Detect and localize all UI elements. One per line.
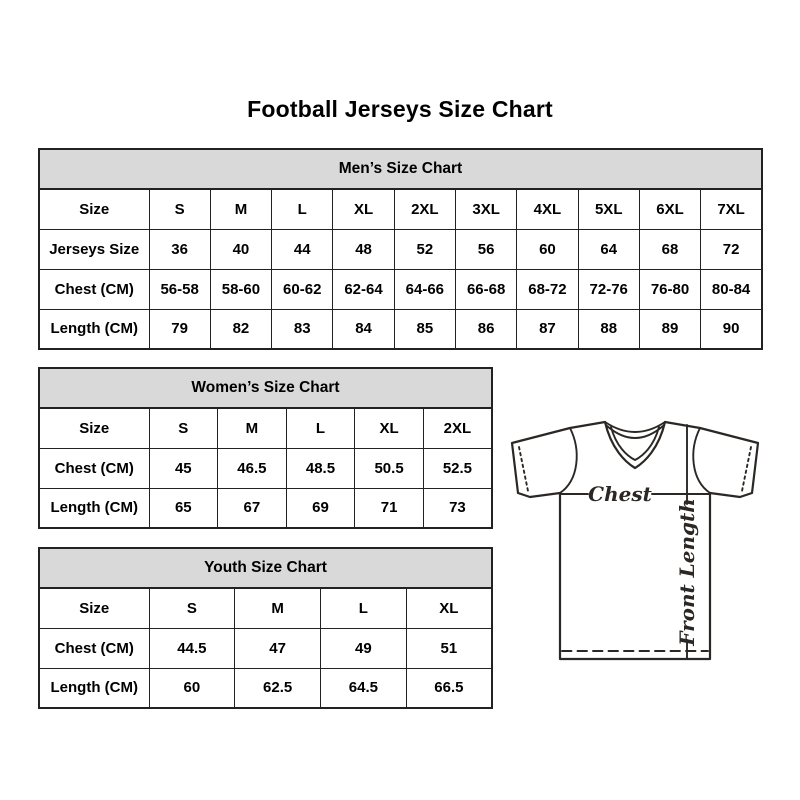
data-cell: 52 xyxy=(394,229,455,269)
data-cell: 45 xyxy=(149,448,218,488)
row-header-cell: Chest (CM) xyxy=(39,269,149,309)
row-header-cell: Jerseys Size xyxy=(39,229,149,269)
womens-size-chart-table xyxy=(38,367,493,529)
page-title: Football Jerseys Size Chart xyxy=(247,96,553,122)
data-cell: 2XL xyxy=(423,408,492,448)
data-cell: 65 xyxy=(149,488,218,528)
data-cell: 66-68 xyxy=(455,269,516,309)
table-row xyxy=(39,189,762,229)
table-row xyxy=(39,628,492,668)
data-cell: 76-80 xyxy=(639,269,700,309)
data-cell: 7XL xyxy=(701,189,762,229)
row-header-cell: Chest (CM) xyxy=(39,448,149,488)
data-cell: 72 xyxy=(701,229,762,269)
data-cell: 6XL xyxy=(639,189,700,229)
table-row xyxy=(39,408,492,448)
row-header-cell: Length (CM) xyxy=(39,309,149,349)
data-cell: 48.5 xyxy=(286,448,355,488)
table-row xyxy=(39,488,492,528)
data-cell: 62-64 xyxy=(333,269,394,309)
data-cell: 83 xyxy=(272,309,333,349)
mens-size-chart-table xyxy=(38,148,763,350)
data-cell: 5XL xyxy=(578,189,639,229)
data-cell: M xyxy=(210,189,271,229)
row-header-cell: Length (CM) xyxy=(39,488,149,528)
data-cell: 87 xyxy=(517,309,578,349)
data-cell: 2XL xyxy=(394,189,455,229)
jersey-outline xyxy=(512,422,758,659)
data-cell: 73 xyxy=(423,488,492,528)
data-cell: 44 xyxy=(272,229,333,269)
data-cell: XL xyxy=(355,408,424,448)
data-cell: 56 xyxy=(455,229,516,269)
table-row xyxy=(39,309,762,349)
data-cell: 58-60 xyxy=(210,269,271,309)
data-cell: 68 xyxy=(639,229,700,269)
table-row xyxy=(39,229,762,269)
data-cell: 64 xyxy=(578,229,639,269)
table-title: Men’s Size Chart xyxy=(39,149,762,189)
row-header-cell: Size xyxy=(39,189,149,229)
right-armhole-seam-icon xyxy=(693,428,710,493)
front-length-label: Front Length xyxy=(675,498,699,646)
data-cell: 90 xyxy=(701,309,762,349)
data-cell: XL xyxy=(406,588,492,628)
table-row xyxy=(39,269,762,309)
left-cuff-stitch-icon xyxy=(519,447,528,491)
data-cell: 85 xyxy=(394,309,455,349)
data-cell: S xyxy=(149,189,210,229)
data-cell: 56-58 xyxy=(149,269,210,309)
chest-label: Chest xyxy=(588,482,652,506)
data-cell: S xyxy=(149,588,235,628)
data-cell: 64.5 xyxy=(321,668,407,708)
row-header-cell: Size xyxy=(39,408,149,448)
data-cell: 66.5 xyxy=(406,668,492,708)
data-cell: 52.5 xyxy=(423,448,492,488)
row-header-cell: Length (CM) xyxy=(39,668,149,708)
data-cell: L xyxy=(286,408,355,448)
data-cell: 50.5 xyxy=(355,448,424,488)
data-cell: 3XL xyxy=(455,189,516,229)
data-cell: 49 xyxy=(321,628,407,668)
table-row xyxy=(39,588,492,628)
table-title: Youth Size Chart xyxy=(39,548,492,588)
table-title: Women’s Size Chart xyxy=(39,368,492,408)
data-cell: 36 xyxy=(149,229,210,269)
data-cell: 80-84 xyxy=(701,269,762,309)
data-cell: L xyxy=(321,588,407,628)
youth-size-chart-table xyxy=(38,547,493,709)
data-cell: 86 xyxy=(455,309,516,349)
table-row xyxy=(39,668,492,708)
data-cell: 62.5 xyxy=(235,668,321,708)
data-cell: 67 xyxy=(218,488,287,528)
data-cell: XL xyxy=(333,189,394,229)
left-armhole-seam-icon xyxy=(560,428,577,493)
data-cell: 89 xyxy=(639,309,700,349)
jersey-measurement-diagram xyxy=(505,400,765,672)
data-cell: 4XL xyxy=(517,189,578,229)
table-row xyxy=(39,448,492,488)
data-cell: 60 xyxy=(517,229,578,269)
data-cell: 71 xyxy=(355,488,424,528)
row-header-cell: Size xyxy=(39,588,149,628)
data-cell: M xyxy=(235,588,321,628)
data-cell: 84 xyxy=(333,309,394,349)
data-cell: 60-62 xyxy=(272,269,333,309)
collar-v-outer-icon xyxy=(605,422,665,468)
row-header-cell: Chest (CM) xyxy=(39,628,149,668)
data-cell: M xyxy=(218,408,287,448)
data-cell: 82 xyxy=(210,309,271,349)
data-cell: 40 xyxy=(210,229,271,269)
data-cell: 47 xyxy=(235,628,321,668)
data-cell: 46.5 xyxy=(218,448,287,488)
data-cell: 69 xyxy=(286,488,355,528)
data-cell: 51 xyxy=(406,628,492,668)
data-cell: S xyxy=(149,408,218,448)
data-cell: 44.5 xyxy=(149,628,235,668)
data-cell: L xyxy=(272,189,333,229)
data-cell: 48 xyxy=(333,229,394,269)
data-cell: 79 xyxy=(149,309,210,349)
data-cell: 88 xyxy=(578,309,639,349)
data-cell: 64-66 xyxy=(394,269,455,309)
data-cell: 72-76 xyxy=(578,269,639,309)
right-cuff-stitch-icon xyxy=(742,447,751,491)
data-cell: 68-72 xyxy=(517,269,578,309)
data-cell: 60 xyxy=(149,668,235,708)
